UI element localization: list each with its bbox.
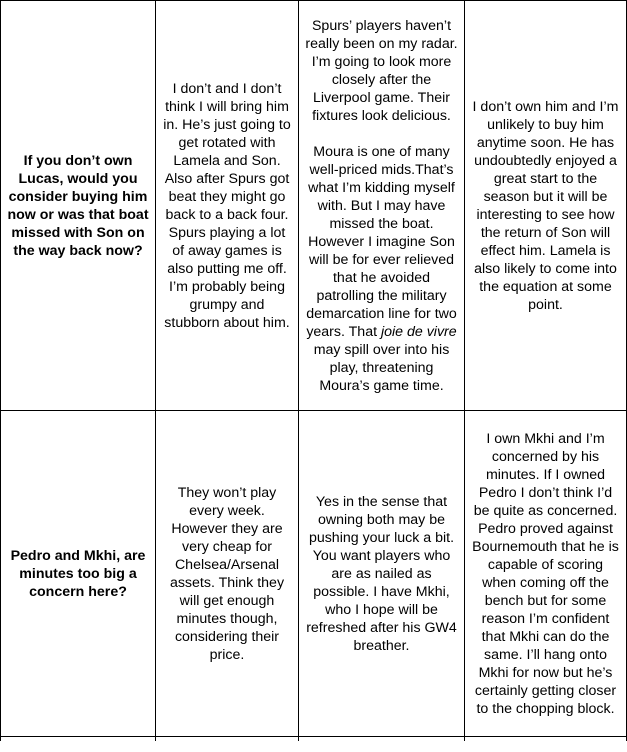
answer-paragraph: I own Mkhi and I’m concerned by his minutes. If I owned Pedro I don’t think I’d be quite as concerned. Pedro proved against Bournemouth that he is capable of scoring when coming off the bench but for some reason I’m confident that Mkhi can do the same. I’ll hang onto Mkhi for now but he’s certainly getting closer to the chopping block. (472, 430, 619, 717)
answer-paragraph: Spurs’ players haven’t really been on my radar. I’m going to look more closely after the Liverpool game. Their fixtures look delicious. (305, 17, 458, 124)
answer-cell (465, 411, 627, 737)
answer-paragraph: Yes in the sense that owning both may be pushing your luck a bit. You want players who are as nailed as possible. I have Mkhi, who I hope will be refreshed after his GW4 breather. (306, 493, 457, 654)
answer-cell (156, 411, 299, 737)
answer-cell (299, 411, 465, 737)
table-row (1, 1, 627, 411)
question-cell: If you don’t own Lucas, would you consider buying him now or was that boat missed with Son on the way back now? (1, 1, 156, 411)
answer-cell (299, 1, 465, 411)
answer-paragraph: They won’t play every week. However they are very cheap for Chelsea/Arsenal assets. Think they will get enough minutes though, considering their price. (169, 484, 285, 663)
answer-cell (465, 1, 627, 411)
question-cell: Pedro and Mkhi, are minutes too big a concern here? (1, 411, 156, 737)
table-row (1, 737, 627, 742)
answer-paragraph: I don’t and I don’t think I will bring him in. He’s just going to get rotated with Lamela and Son. Also after Spurs got beat they might go back to a back four. Spurs playing a lot of away games is also putting me off. I’m probably being grumpy and stubborn about him. (163, 80, 291, 331)
answer-paragraph: I don’t own him and I’m unlikely to buy him anytime soon. He has undoubtedly enjoyed a great start to the season but it will be interesting to see how the return of Son will effect him. Lamela is also likely to come into the equation at some point. (472, 98, 619, 313)
italic-phrase: joie de vivre (380, 323, 457, 340)
answer-paragraph: Moura is one of many well-priced mids.That’s what I’m kidding myself with. But I may have missed the boat. However I imagine Son will be for ever relieved that he avoided patrolling the military demarcation line for two years. That joie de vivre may spill over into his play, threatening Moura’s game time. (306, 143, 457, 394)
table-row (1, 411, 627, 737)
answer-cell (156, 1, 299, 411)
